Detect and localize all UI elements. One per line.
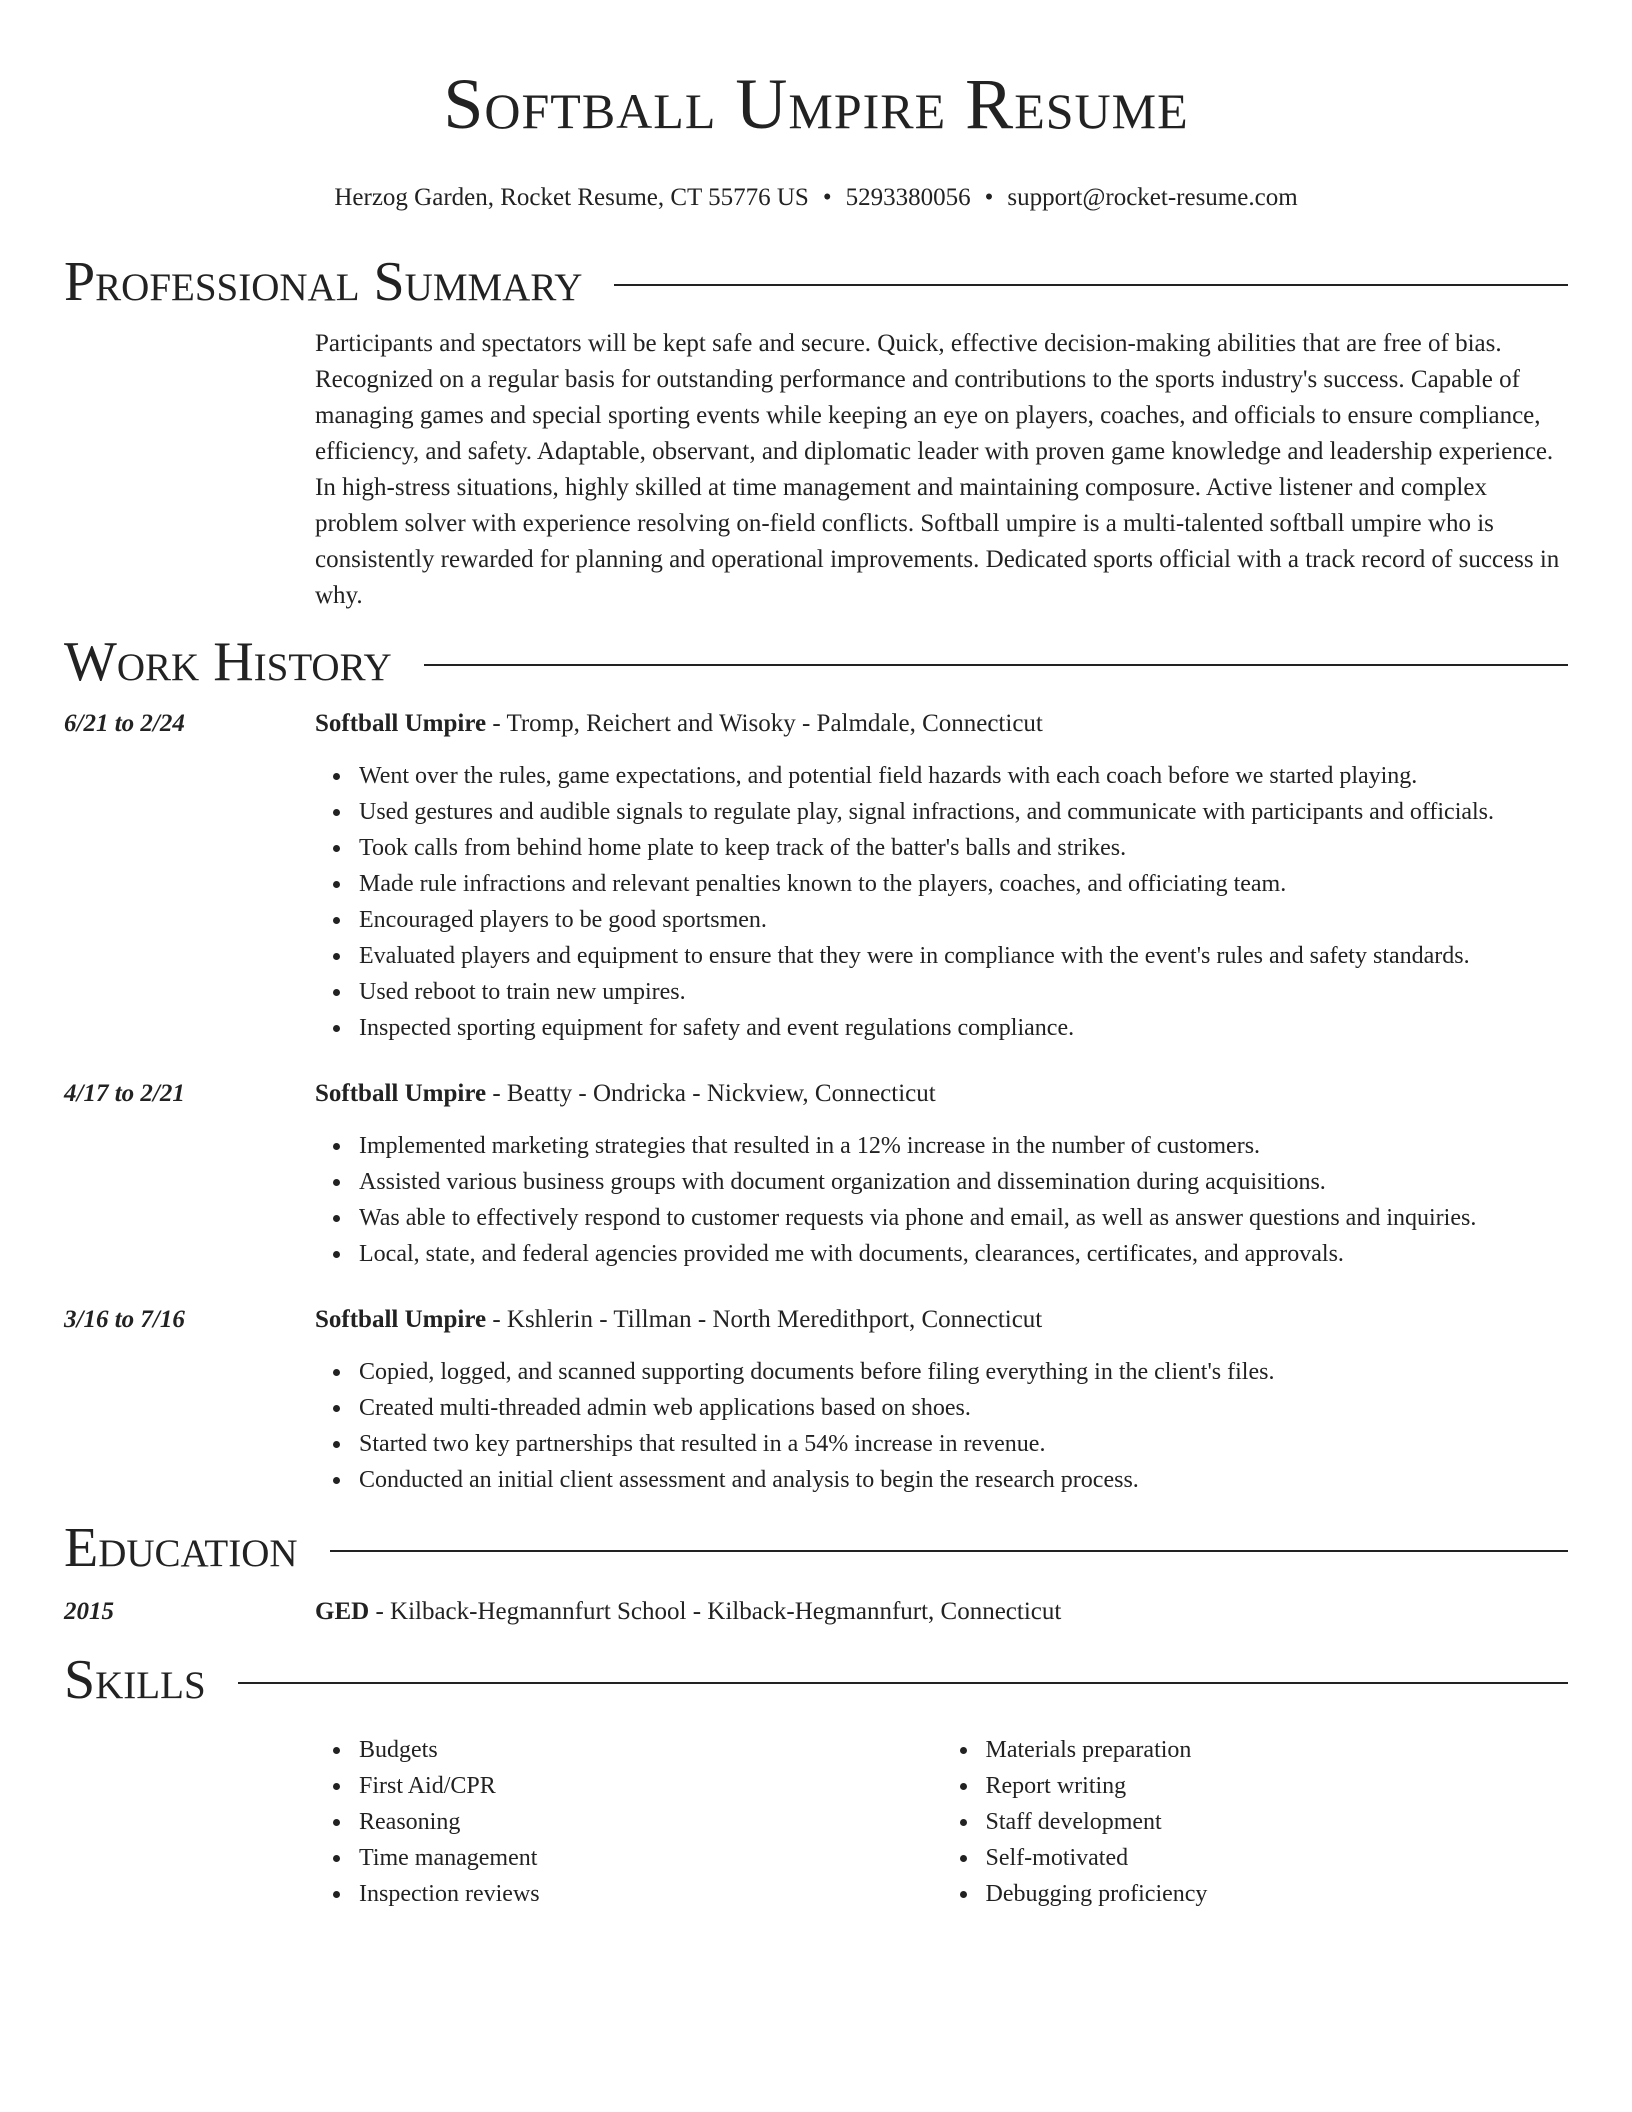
contact-separator: • — [984, 184, 994, 211]
job-details: - Kshlerin - Tillman - North Meredithport, Connecticut — [486, 1306, 1043, 1333]
education-row — [64, 1594, 1568, 1630]
skill-item: Staff development — [986, 1804, 1569, 1840]
job-entry — [64, 1302, 1568, 1498]
contact-separator: • — [822, 184, 832, 211]
contact-phone: 5293380056 — [845, 184, 971, 211]
job-header-row — [64, 1076, 1568, 1112]
education-section-header — [64, 1516, 1568, 1580]
skills-columns — [315, 1732, 1568, 1912]
summary-section-header — [64, 250, 1568, 314]
job-dates: 4/17 to 2/21 — [64, 1080, 185, 1107]
job-heading — [315, 1076, 1568, 1112]
skill-item: Time management — [359, 1840, 942, 1876]
job-heading — [315, 1302, 1568, 1338]
section-divider — [424, 664, 1568, 666]
job-position: Softball Umpire — [315, 1080, 487, 1107]
skills-list-left — [315, 1732, 942, 1912]
job-bullet: Made rule infractions and relevant penalties known to the players, coaches, and officiating team. — [359, 866, 1568, 902]
job-header-row — [64, 706, 1568, 742]
summary-text: Participants and spectators will be kept safe and secure. Quick, effective decision-making abilities that are free of bias. Recognized on a regular basis for outstanding performance and contributions to the sports industry's success. Capable of managing games and special sporting events while keeping an eye on players, coaches, and officials to ensure compliance, efficiency, and safety. Adaptable, observant, and diplomatic leader with proven game knowledge and leadership experience. In high-stress situations, highly skilled at time management and maintaining composure. Active listener and complex problem solver with experience resolving on-field conflicts. Softball umpire is a multi-talented softball umpire who is consistently rewarded for planning and operational improvements. Dedicated sports official with a track record of success in why. — [315, 330, 1560, 609]
skill-item: Materials preparation — [986, 1732, 1569, 1768]
job-bullet: Went over the rules, game expectations, and potential field hazards with each coach before we started playing. — [359, 758, 1568, 794]
education-year: 2015 — [64, 1598, 114, 1625]
education-details: - Kilback-Hegmannfurt School - Kilback-Hegmannfurt, Connecticut — [369, 1598, 1062, 1625]
job-bullets-row — [64, 758, 1568, 1046]
resume-title: Softball Umpire Resume — [443, 64, 1189, 144]
job-bullet: Used reboot to train new umpires. — [359, 974, 1568, 1010]
summary-section-title: Professional Summary — [64, 251, 583, 313]
contact-line — [64, 182, 1568, 214]
job-bullet: Local, state, and federal agencies provided me with documents, clearances, certificates, and approvals. — [359, 1236, 1568, 1272]
skill-item: First Aid/CPR — [359, 1768, 942, 1804]
job-bullets-row — [64, 1128, 1568, 1272]
skills-list-right — [942, 1732, 1569, 1912]
skills-row — [64, 1732, 1568, 1912]
job-bullet: Evaluated players and equipment to ensure that they were in compliance with the event's rules and safety standards. — [359, 938, 1568, 974]
skill-item: Debugging proficiency — [986, 1876, 1569, 1912]
job-bullet: Copied, logged, and scanned supporting documents before filing everything in the client's files. — [359, 1354, 1568, 1390]
job-bullet: Created multi-threaded admin web applications based on shoes. — [359, 1390, 1568, 1426]
job-left-spacer — [64, 1354, 315, 1498]
work-section-title: Work History — [64, 631, 392, 693]
education-heading — [315, 1594, 1568, 1630]
job-bullet: Implemented marketing strategies that resulted in a 12% increase in the number of customers. — [359, 1128, 1568, 1164]
summary-left-spacer — [64, 326, 315, 614]
job-dates: 3/16 to 7/16 — [64, 1306, 185, 1333]
skill-item: Self-motivated — [986, 1840, 1569, 1876]
job-details: - Tromp, Reichert and Wisoky - Palmdale, Connecticut — [486, 710, 1043, 737]
summary-row — [64, 326, 1568, 614]
job-bullet: Started two key partnerships that resulted in a 54% increase in revenue. — [359, 1426, 1568, 1462]
job-details: - Beatty - Ondricka - Nickview, Connecticut — [486, 1080, 936, 1107]
skill-item: Report writing — [986, 1768, 1569, 1804]
job-entry — [64, 1076, 1568, 1272]
section-divider — [330, 1550, 1568, 1552]
job-bullet: Conducted an initial client assessment and analysis to begin the research process. — [359, 1462, 1568, 1498]
job-position: Softball Umpire — [315, 710, 487, 737]
section-divider — [614, 284, 1568, 286]
job-bullet: Assisted various business groups with document organization and dissemination during acquisitions. — [359, 1164, 1568, 1200]
job-bullets-row — [64, 1354, 1568, 1498]
job-bullets-container — [315, 1354, 1568, 1498]
job-bullet: Encouraged players to be good sportsmen. — [359, 902, 1568, 938]
job-dates: 6/21 to 2/24 — [64, 710, 185, 737]
job-entry — [64, 706, 1568, 1046]
job-bullet-list — [315, 1354, 1568, 1498]
job-header-row — [64, 1302, 1568, 1338]
contact-address: Herzog Garden, Rocket Resume, CT 55776 US — [334, 184, 809, 211]
skills-section-header — [64, 1648, 1568, 1712]
section-divider — [238, 1682, 1568, 1684]
skill-item: Budgets — [359, 1732, 942, 1768]
job-bullets-container — [315, 758, 1568, 1046]
job-bullet: Took calls from behind home plate to keep track of the batter's balls and strikes. — [359, 830, 1568, 866]
job-bullet-list — [315, 1128, 1568, 1272]
contact-email: support@rocket-resume.com — [1007, 184, 1298, 211]
skill-item: Inspection reviews — [359, 1876, 942, 1912]
job-bullet: Used gestures and audible signals to regulate play, signal infractions, and communicate with participants and officials. — [359, 794, 1568, 830]
job-bullet-list — [315, 758, 1568, 1046]
job-bullets-container — [315, 1128, 1568, 1272]
education-degree: GED — [315, 1598, 370, 1625]
job-bullet: Was able to effectively respond to customer requests via phone and email, as well as answer questions and inquiries. — [359, 1200, 1568, 1236]
skills-left-spacer — [64, 1732, 315, 1912]
work-section-header — [64, 630, 1568, 694]
skills-section-title: Skills — [64, 1649, 206, 1711]
job-heading — [315, 706, 1568, 742]
job-left-spacer — [64, 758, 315, 1046]
job-bullet: Inspected sporting equipment for safety and event regulations compliance. — [359, 1010, 1568, 1046]
job-position: Softball Umpire — [315, 1306, 487, 1333]
education-section-title: Education — [64, 1517, 298, 1579]
job-left-spacer — [64, 1128, 315, 1272]
skill-item: Reasoning — [359, 1804, 942, 1840]
